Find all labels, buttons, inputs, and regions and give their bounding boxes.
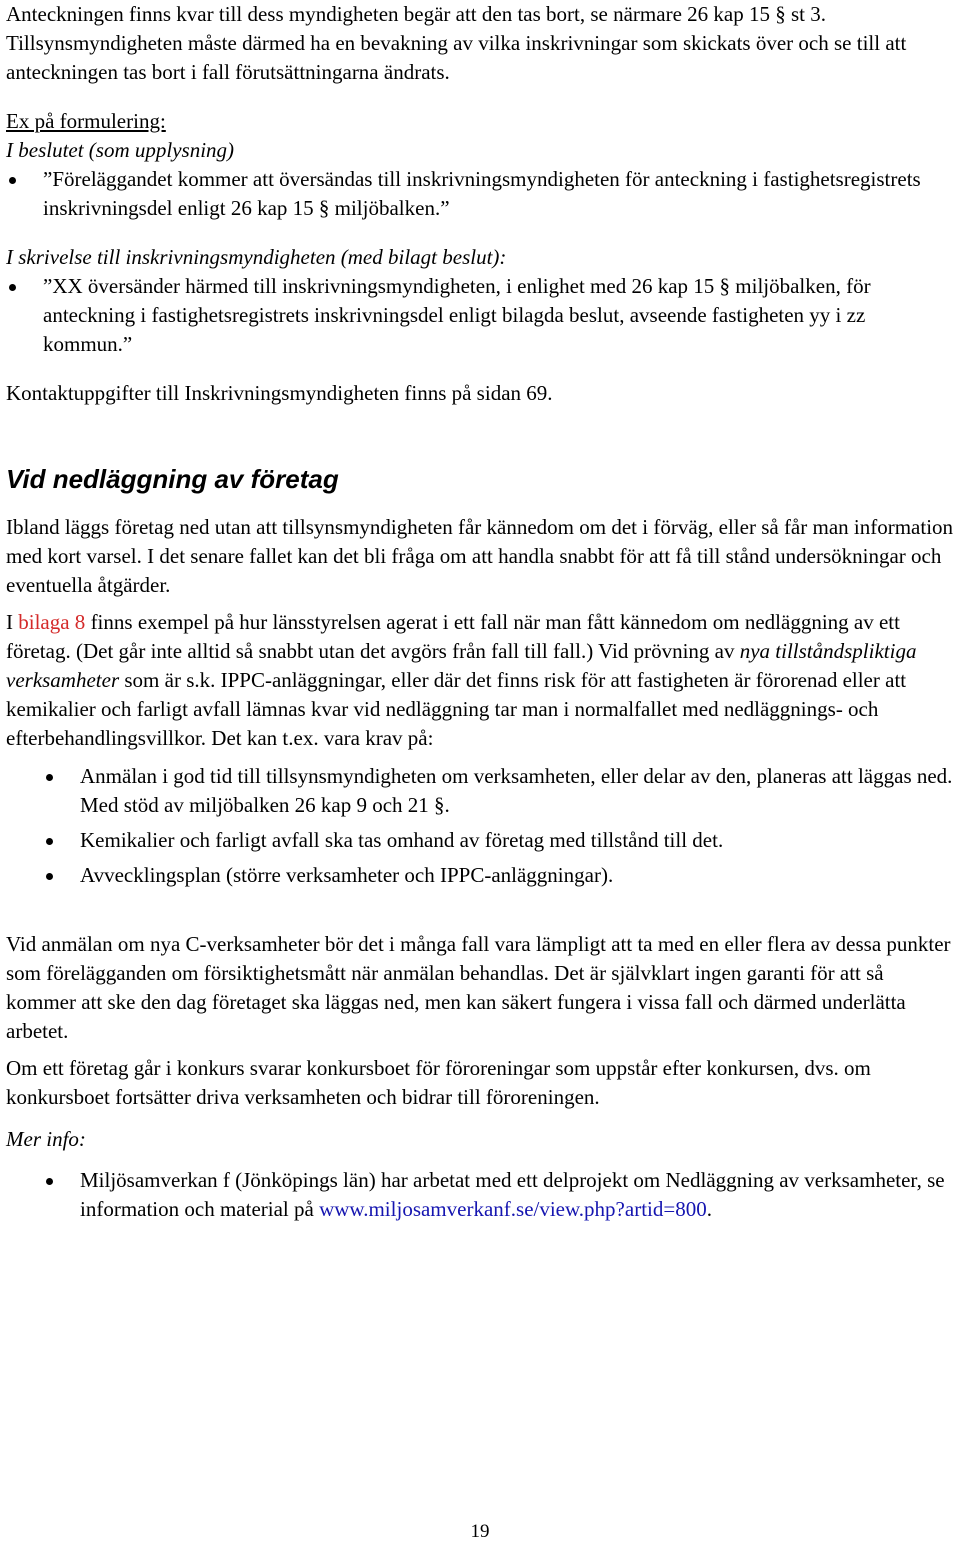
- list-item: [6, 272, 954, 359]
- example-block: [6, 107, 954, 223]
- list-item: [6, 861, 954, 890]
- more-info-list: [6, 1166, 954, 1224]
- para-text: I: [6, 610, 19, 634]
- list-item-text: Kemikalier och farligt avfall ska tas omhand av företag med tillstånd till det.: [80, 828, 724, 852]
- para-text: finns exempel på hur länsstyrelsen agerat i ett fall när man fått kännedom om nedläggning av ett företag. (Det går inte alltid så snabbt utan det avgörs från fall till fall.) Vid prövning av: [6, 610, 900, 663]
- bullet-icon: [9, 284, 16, 291]
- list-item: [6, 762, 954, 820]
- example-subheading-decision: I beslutet (som upplysning): [6, 138, 235, 162]
- quote-text: ”XX översänder härmed till inskrivningsmyndigheten, i enlighet med 26 kap 15 § miljöbalken, för anteckning i fastighetsregistrets inskrivningsdel enligt bilagda beslut, avseende fastigheten yy i zz kommun.”: [43, 274, 871, 356]
- list-item-text: Miljösamverkan f (Jönköpings län) har arbetat med ett delprojekt om Nedläggning av verksamheter, se information och material på: [80, 1168, 945, 1221]
- example-quote-list-1: [6, 165, 954, 223]
- intro-paragraph: Anteckningen finns kvar till dess myndigheten begär att den tas bort, se närmare 26 kap 15 § st 3. Tillsynsmyndigheten måste därmed ha en bevakning av vilka inskrivningar som skickats över och se till att anteckningen tas bort i fall förutsättningarna ändrats.: [6, 2, 907, 84]
- example-quote-list-2: [6, 272, 954, 359]
- bullet-icon: [46, 838, 53, 845]
- para-text: som är s.k. IPPC-anläggningar, eller där det finns risk för att fastigheten är förorenad eller att kemikalier och farligt avfall lämnas kvar vid nedläggning tar man i normalfallet med nedläggnings- och efterbehandlingsvillkor. Det kan t.ex. vara krav på:: [6, 668, 907, 750]
- more-info-label: Mer info:: [6, 1127, 86, 1151]
- list-item-text: .: [706, 1197, 712, 1221]
- section-title: Vid nedläggning av företag: [6, 464, 339, 494]
- example-subheading-letter: I skrivelse till inskrivningsmyndigheten (med bilagt beslut):: [6, 245, 507, 269]
- quote-text: ”Föreläggandet kommer att översändas till inskrivningsmyndigheten för anteckning i fastighetsregistrets inskrivningsdel enligt 26 kap 15 § miljöbalken.”: [43, 167, 921, 220]
- list-item: [6, 165, 954, 223]
- miljosamverkan-link[interactable]: www.miljosamverkanf.se/view.php?artid=800: [319, 1197, 707, 1221]
- requirements-list: [6, 762, 954, 890]
- section-paragraph-4: Om ett företag går i konkurs svarar konkursboet för föroreningar som uppstår efter konkursen, dvs. om konkursboet fortsätter driva verksamheten och bidrar till föroreningen.: [6, 1056, 871, 1109]
- contact-paragraph: Kontaktuppgifter till Inskrivningsmyndigheten finns på sidan 69.: [6, 381, 553, 405]
- list-item-text: Anmälan i god tid till tillsynsmyndigheten om verksamheten, eller delar av den, planeras att läggas ned. Med stöd av miljöbalken 26 kap 9 och 21 §.: [80, 764, 953, 817]
- example-block-letter: [6, 243, 954, 359]
- list-item: [6, 1166, 954, 1224]
- bullet-icon: [46, 873, 53, 880]
- page-number: 19: [470, 1521, 490, 1542]
- list-item-text: Avvecklingsplan (större verksamheter och IPPC-anläggningar).: [80, 863, 614, 887]
- section-paragraph-2: [6, 608, 954, 753]
- bullet-icon: [46, 1178, 53, 1185]
- section-paragraph-1: Ibland läggs företag ned utan att tillsynsmyndigheten får kännedom om det i förväg, eller så får man information med kort varsel. I det senare fallet kan det bli fråga om att handla snabbt för att få till stånd undersökningar och eventuella åtgärder.: [6, 515, 954, 597]
- example-heading: Ex på formulering:: [6, 109, 166, 133]
- list-item: [6, 826, 954, 855]
- bullet-icon: [46, 774, 53, 781]
- bullet-icon: [9, 177, 16, 184]
- para-italic-text: nya tillståndspliktiga verksamheter: [6, 639, 917, 692]
- bilaga-link[interactable]: bilaga 8: [18, 610, 86, 634]
- section-paragraph-3: Vid anmälan om nya C-verksamheter bör det i många fall vara lämpligt att ta med en eller flera av dessa punkter som förelägganden om försiktighetsmått när anmälan behandlas. Det är självklart ingen garanti för att så kommer att ske den dag företaget ska läggas ned, men kan säkert fungera i vissa fall och därmed underlätta arbetet.: [6, 932, 951, 1043]
